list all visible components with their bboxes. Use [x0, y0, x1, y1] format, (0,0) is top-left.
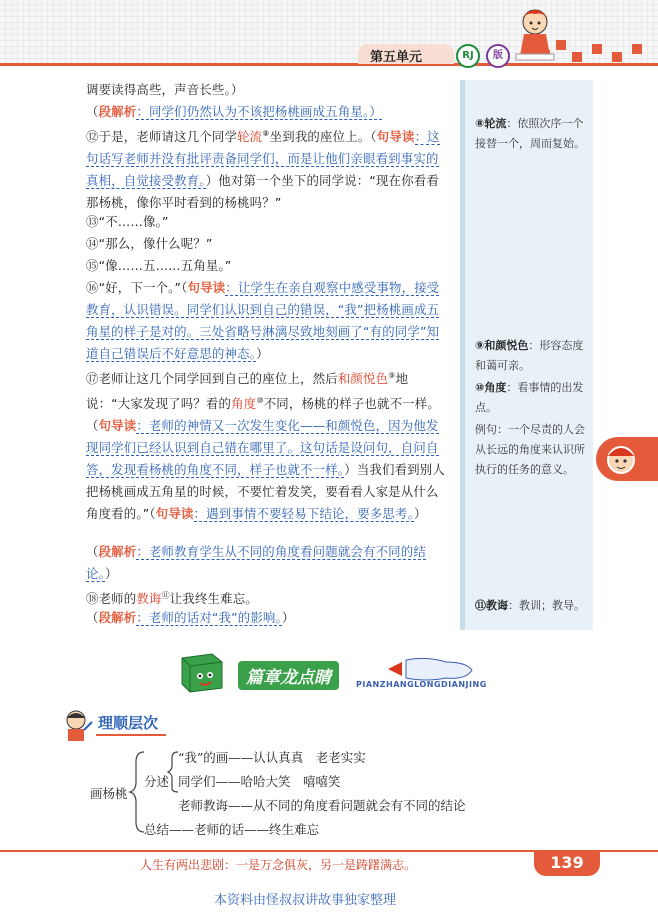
note-9: ⑨和颜悦色：形容态度和蔼可亲。	[475, 339, 584, 372]
outline-branch: 分述	[144, 774, 170, 789]
paragraph-17: ⑰老师让这几个同学回到自己的座位上，然后和颜悦色⑨地说：“大家发现了吗？看的角度⑩不同，杨桃的样子也就不一样。（句导读：老师的神情又一次发生变化——和颜悦色，因为他发现同学们已经认识到自己错在哪里了。这句话是设问句，自问自答，发现看杨桃的角度不同，样子也就不一样。）当我们看到别人把杨桃画成五角星的时候，不要忙着发笑，要看看人家是从什么角度看的。”（句导读：遇到事情不要轻易下结论，要多思考。）	[86, 371, 445, 522]
paragraph-analysis: （段解析：同学们仍然认为不该把杨桃画成五角星。）	[86, 104, 382, 119]
mascot-face-icon	[604, 440, 638, 478]
paragraph-12: ⑫于是，老师请这几个同学轮流⑧坐到我的座位上。（句导读：这句话写老师并没有批评责备同学们，而是让他们亲眼看到事实的真相，自觉接受教育。）他对第一个坐下的同学说：“现在你看看那杨桃，像你平时看到的杨桃吗？”	[86, 129, 440, 211]
deco-square	[572, 52, 582, 62]
outline-item: 同学们——哈哈大笑 嘻嘻笑	[178, 774, 341, 789]
paragraph-analysis: （段解析：老师教育学生从不同的角度看问题就会有不同的结论。）	[86, 544, 426, 581]
mascot-girl-icon	[508, 4, 562, 62]
section-title: 理顺层次	[98, 714, 159, 732]
paragraph-analysis: （段解析：老师的话对“我”的影响。）	[86, 610, 295, 625]
green-cube-mascot-icon	[176, 648, 226, 694]
header-rule	[0, 63, 658, 66]
note-8: ⑧轮流：依照次序一个接替一个，周而复始。	[475, 117, 585, 150]
paragraph-16: ⑯“好，下一个。”（句导读：让学生在亲自观察中感受事物，接受教育，认识错误。同学们认识到自己的错误，“我”把杨桃画成五角星的样子是对的。三处省略号淋漓尽致地刻画了“有的同学”知道自己错误后不好意思的神态。）	[86, 280, 440, 361]
paragraph-18: ⑱老师的教诲⑪让我终生难忘。	[86, 591, 258, 607]
deco-square	[592, 44, 602, 54]
outline-root: 画杨桃	[90, 786, 128, 801]
footer-credit: 本资料由怪叔叔讲故事独家整理	[214, 893, 397, 908]
text-line: 调要读得高些，声音长些。）	[86, 82, 244, 97]
note-10-example: 例句：一个尽责的人会从长远的角度来认识所执行的任务的意义。	[475, 423, 585, 476]
paragraph-14: ⑭“那么，像什么呢？”	[86, 236, 213, 251]
student-icon	[62, 708, 94, 744]
section-underline	[96, 734, 166, 736]
banner-pinyin: PIANZHANGLONGDIANJING	[356, 680, 487, 689]
paragraph-15: ⑮“像……五……五角星。”	[86, 258, 232, 273]
deco-square	[612, 52, 622, 62]
unit-label: 第五单元	[370, 50, 423, 65]
outline-branch: 总结——老师的话——终生难忘	[144, 822, 320, 837]
outline-item: 老师教诲——从不同的角度看问题就会有不同的结论	[178, 798, 466, 813]
edition-badge: 版	[486, 44, 510, 68]
banner-title: 篇章龙点睛	[238, 661, 339, 690]
paragraph-13: ⑬“不……像。”	[86, 214, 169, 229]
edition-badge: RJ	[456, 44, 480, 68]
note-10: ⑩角度：看事情的出发点。	[475, 381, 584, 414]
outline-item: “我”的画——认认真真 老老实实	[178, 750, 366, 765]
page-number: 139	[534, 850, 600, 876]
deco-square	[632, 44, 642, 54]
footer-quote: 人生有两出悲剧：一是万念俱灰，另一是踌躇满志。	[140, 858, 417, 872]
note-11: ⑪教诲：教训；教导。	[475, 599, 585, 612]
